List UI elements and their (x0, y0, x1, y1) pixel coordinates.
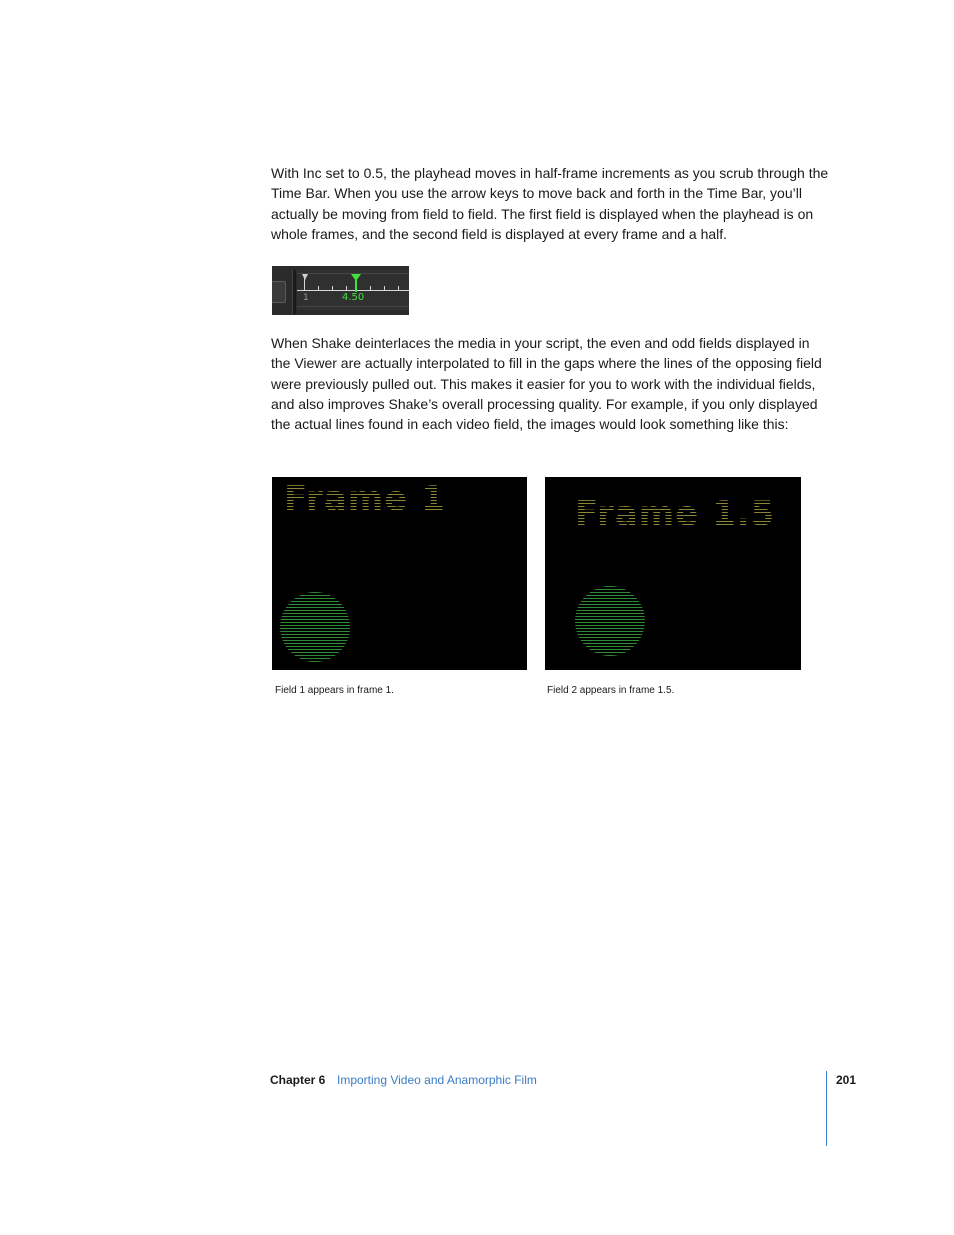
interlaced-circle (280, 592, 350, 662)
time-bar-current-frame: 4.50 (342, 292, 365, 303)
time-bar-start-label: 1 (303, 293, 309, 303)
body-paragraph: With Inc set to 0.5, the playhead moves in half-frame increments as you scrub through the Time Bar. When you use the arrow keys to move back and forth in the Time Bar, you’ll actually be moving from field to field. The first field is displayed when the playhead is on whole frames, and the second field is displayed at every frame and a half. (271, 165, 829, 242)
start-marker-icon (302, 274, 308, 280)
frame-1-5-image-text: Frame 1.5 (575, 494, 776, 534)
interlaced-circle (575, 586, 645, 656)
time-bar-button (272, 281, 286, 303)
time-bar-tick (346, 286, 347, 290)
frame-1-image-text: Frame 1 (284, 479, 446, 519)
time-bar-tick (384, 286, 385, 290)
frame-1-5-image (545, 477, 801, 670)
playhead-line (355, 280, 357, 292)
footer-chapter-label: Chapter 6 (270, 1073, 326, 1087)
footer-chapter-title: Importing Video and Anamorphic Film (337, 1073, 537, 1087)
footer-divider (826, 1071, 827, 1146)
time-bar-axis (297, 290, 409, 291)
time-bar-separator (292, 270, 296, 314)
page-number: 201 (836, 1073, 857, 1087)
time-bar-tick (398, 286, 399, 290)
body-paragraph: When Shake deinterlaces the media in your script, the even and odd fields displayed in the Viewer are actually interpolated to fill in the gaps where the lines of the opposing field were previously pulled out. This makes it easier for you to work with the individual fields, and also improves Shake’s overall processing quality. For example, if you only displayed the actual lines found in each video field, the images would look something like this: (271, 335, 822, 433)
figure-caption: Field 2 appears in frame 1.5. (547, 685, 675, 696)
time-bar-bottom-line (297, 306, 409, 307)
time-bar-tick (332, 286, 333, 290)
time-bar-tick (370, 286, 371, 290)
time-bar-screenshot (272, 266, 409, 315)
time-bar-tick (318, 286, 319, 290)
figure-caption: Field 1 appears in frame 1. (275, 685, 394, 696)
frame-1-image (272, 477, 527, 670)
